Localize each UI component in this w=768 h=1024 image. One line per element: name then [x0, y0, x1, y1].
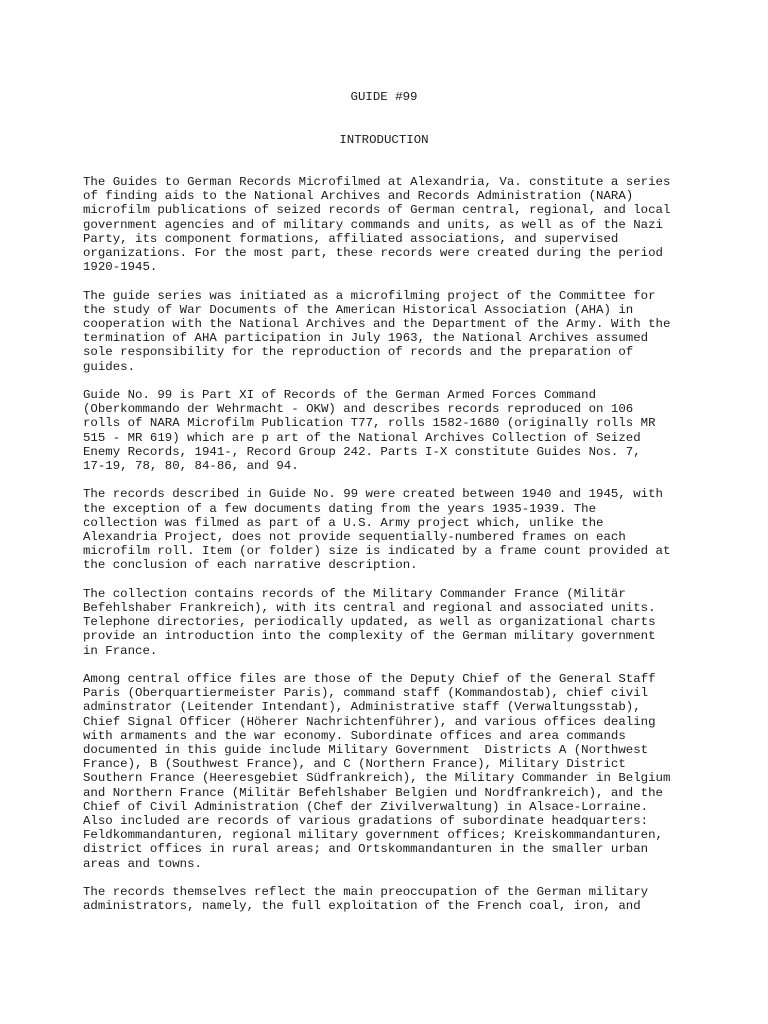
page-title: GUIDE #99: [350, 90, 418, 104]
paragraph-records-dates: The records described in Guide No. 99 were created between 1940 and 1945, with the exception of a few documents dating from the years 1935-1939. The collection was filmed as part of a U.S. Army project which, unlike the Alexandria Project, does not provide sequentially-numbered frames on each microfilm roll. Item (or folder) size is indicated by a frame count provided at the conclusion of each narrative description.: [83, 487, 671, 573]
paragraph-records-reflect: The records themselves reflect the main preoccupation of the German military administrators, namely, the full exploitation of the French coal, iron, and: [83, 885, 649, 914]
paragraph-collection-contents: The collection contains records of the Military Commander France (Militär Befehlshaber Frankreich), with its central and regional and associated units. Telephone directories, periodically updated, as well as organizational charts provide an introduction into the complexity of the German military government in France.: [83, 586, 656, 658]
document-body: [83, 175, 683, 928]
paragraph-intro: The Guides to German Records Microfilmed at Alexandria, Va. constitute a series of finding aids to the National Archives and Records Administration (NARA) microfilm publications of seized records of German central, regional, and local government agencies and of military commands and units, as well as of the Nazi Party, its component formations, affiliated associations, and supervised organizations. For the most part, these records were created during the period 1920-1945.: [83, 175, 671, 275]
paragraph-guide-99: Guide No. 99 is Part XI of Records of the German Armed Forces Command (Oberkommando der Wehrmacht - OKW) and describes records reproduced on 106 rolls of NARA Microfilm Publication T77, rolls 1582-1680 (originally rolls MR 515 - MR 619) which are p art of the National Archives Collection of Seized Enemy Records, 1941-, Record Group 242. Parts I-X constitute Guides Nos. 7, 17-19, 78, 80, 84-86, and 94.: [83, 388, 656, 474]
paragraph-central-office-files: Among central office files are those of the Deputy Chief of the General Staff Paris (Oberquartiermeister Paris), command staff (Kommandostab), chief civil adminstrator (Leitender Intendant), Administrative staff (Verwaltungsstab), Chief Signal Officer (Höherer Nachrichtenführer), and various offices dealing with armaments and the war economy. Subordinate offices and area commands documented in this guide include Military Government Districts A (Northwest France), B (Southwest France), and C (Northern France), Military District Southern France (Heeresgebiet Südfrankreich), the Military Commander in Belgium and Northern France (Militär Befehlshaber Belgien und Nordfrankreich), and the Chief of Civil Administration (Chef der Zivilverwaltung) in Alsace-Lorraine. Also included are records of various gradations of subordinate headquarters: Feldkommandanturen, regional military government offices; Kreiskommandanturen, district offices in rural areas; and Ortskommandanturen in the smaller urban areas and towns.: [83, 672, 671, 871]
section-heading: INTRODUCTION: [339, 133, 429, 147]
paragraph-guide-series: The guide series was initiated as a microfilming project of the Committee for the study of War Documents of the American Historical Association (AHA) in cooperation with the National Archives and the Department of the Army. With the termination of AHA participation in July 1963, the National Archives assumed sole responsibility for the reproduction of records and the preparation of guides.: [83, 288, 671, 374]
